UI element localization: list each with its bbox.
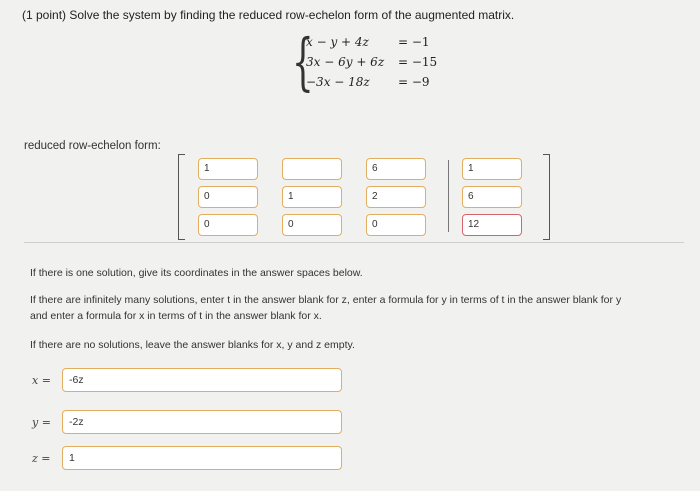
equation-2-lhs: 3x − 6y + 6z — [306, 55, 385, 69]
matrix-cell-r3c1[interactable]: 0 — [198, 214, 258, 236]
matrix-cell-r3c3[interactable]: 0 — [366, 214, 426, 236]
augmented-divider — [448, 160, 449, 232]
x-label: x = — [32, 374, 51, 387]
matrix-cell-r2c1[interactable]: 0 — [198, 186, 258, 208]
matrix-cell-r3c4[interactable]: 12 — [462, 214, 522, 236]
instruction-one-solution: If there is one solution, give its coordinates in the answer spaces below. — [30, 267, 363, 279]
equation-2-rhs: = −15 — [398, 55, 438, 69]
matrix-cell-r1c1[interactable]: 1 — [198, 158, 258, 180]
matrix-right-bracket — [543, 154, 550, 240]
equation-1-lhs: x − y + 4z — [306, 35, 369, 49]
equation-3-lhs: −3x − 18z — [306, 75, 370, 89]
instruction-infinite-2: and enter a formula for x in terms of t in the answer blank for x. — [30, 310, 322, 322]
problem-title: (1 point) Solve the system by finding the reduced row-echelon form of the augmented matrix. — [22, 8, 515, 22]
y-answer-input[interactable]: -2z — [62, 410, 342, 434]
matrix-cell-r3c2[interactable]: 0 — [282, 214, 342, 236]
matrix-cell-r1c2[interactable] — [282, 158, 342, 180]
rref-label: reduced row-echelon form: — [24, 140, 161, 152]
equation-3-rhs: = −9 — [398, 75, 430, 89]
z-label: z = — [32, 452, 51, 465]
rref-matrix — [178, 152, 550, 240]
instruction-infinite-1: If there are infinitely many solutions, enter t in the answer blank for z, enter a formula for y in terms of t in the answer blank for y — [30, 294, 622, 306]
equation-system — [292, 25, 472, 98]
matrix-cell-r2c4[interactable]: 6 — [462, 186, 522, 208]
matrix-cell-r2c2[interactable]: 1 — [282, 186, 342, 208]
left-brace: { — [292, 25, 314, 98]
equation-1-rhs: = −1 — [398, 35, 430, 49]
section-divider — [24, 242, 684, 243]
y-label: y = — [32, 416, 51, 429]
matrix-cell-r2c3[interactable]: 2 — [366, 186, 426, 208]
instruction-no-solution: If there are no solutions, leave the answer blanks for x, y and z empty. — [30, 339, 355, 351]
matrix-cell-r1c4[interactable]: 1 — [462, 158, 522, 180]
x-answer-input[interactable]: -6z — [62, 368, 342, 392]
matrix-cell-r1c3[interactable]: 6 — [366, 158, 426, 180]
z-answer-input[interactable]: 1 — [62, 446, 342, 470]
matrix-left-bracket — [178, 154, 185, 240]
